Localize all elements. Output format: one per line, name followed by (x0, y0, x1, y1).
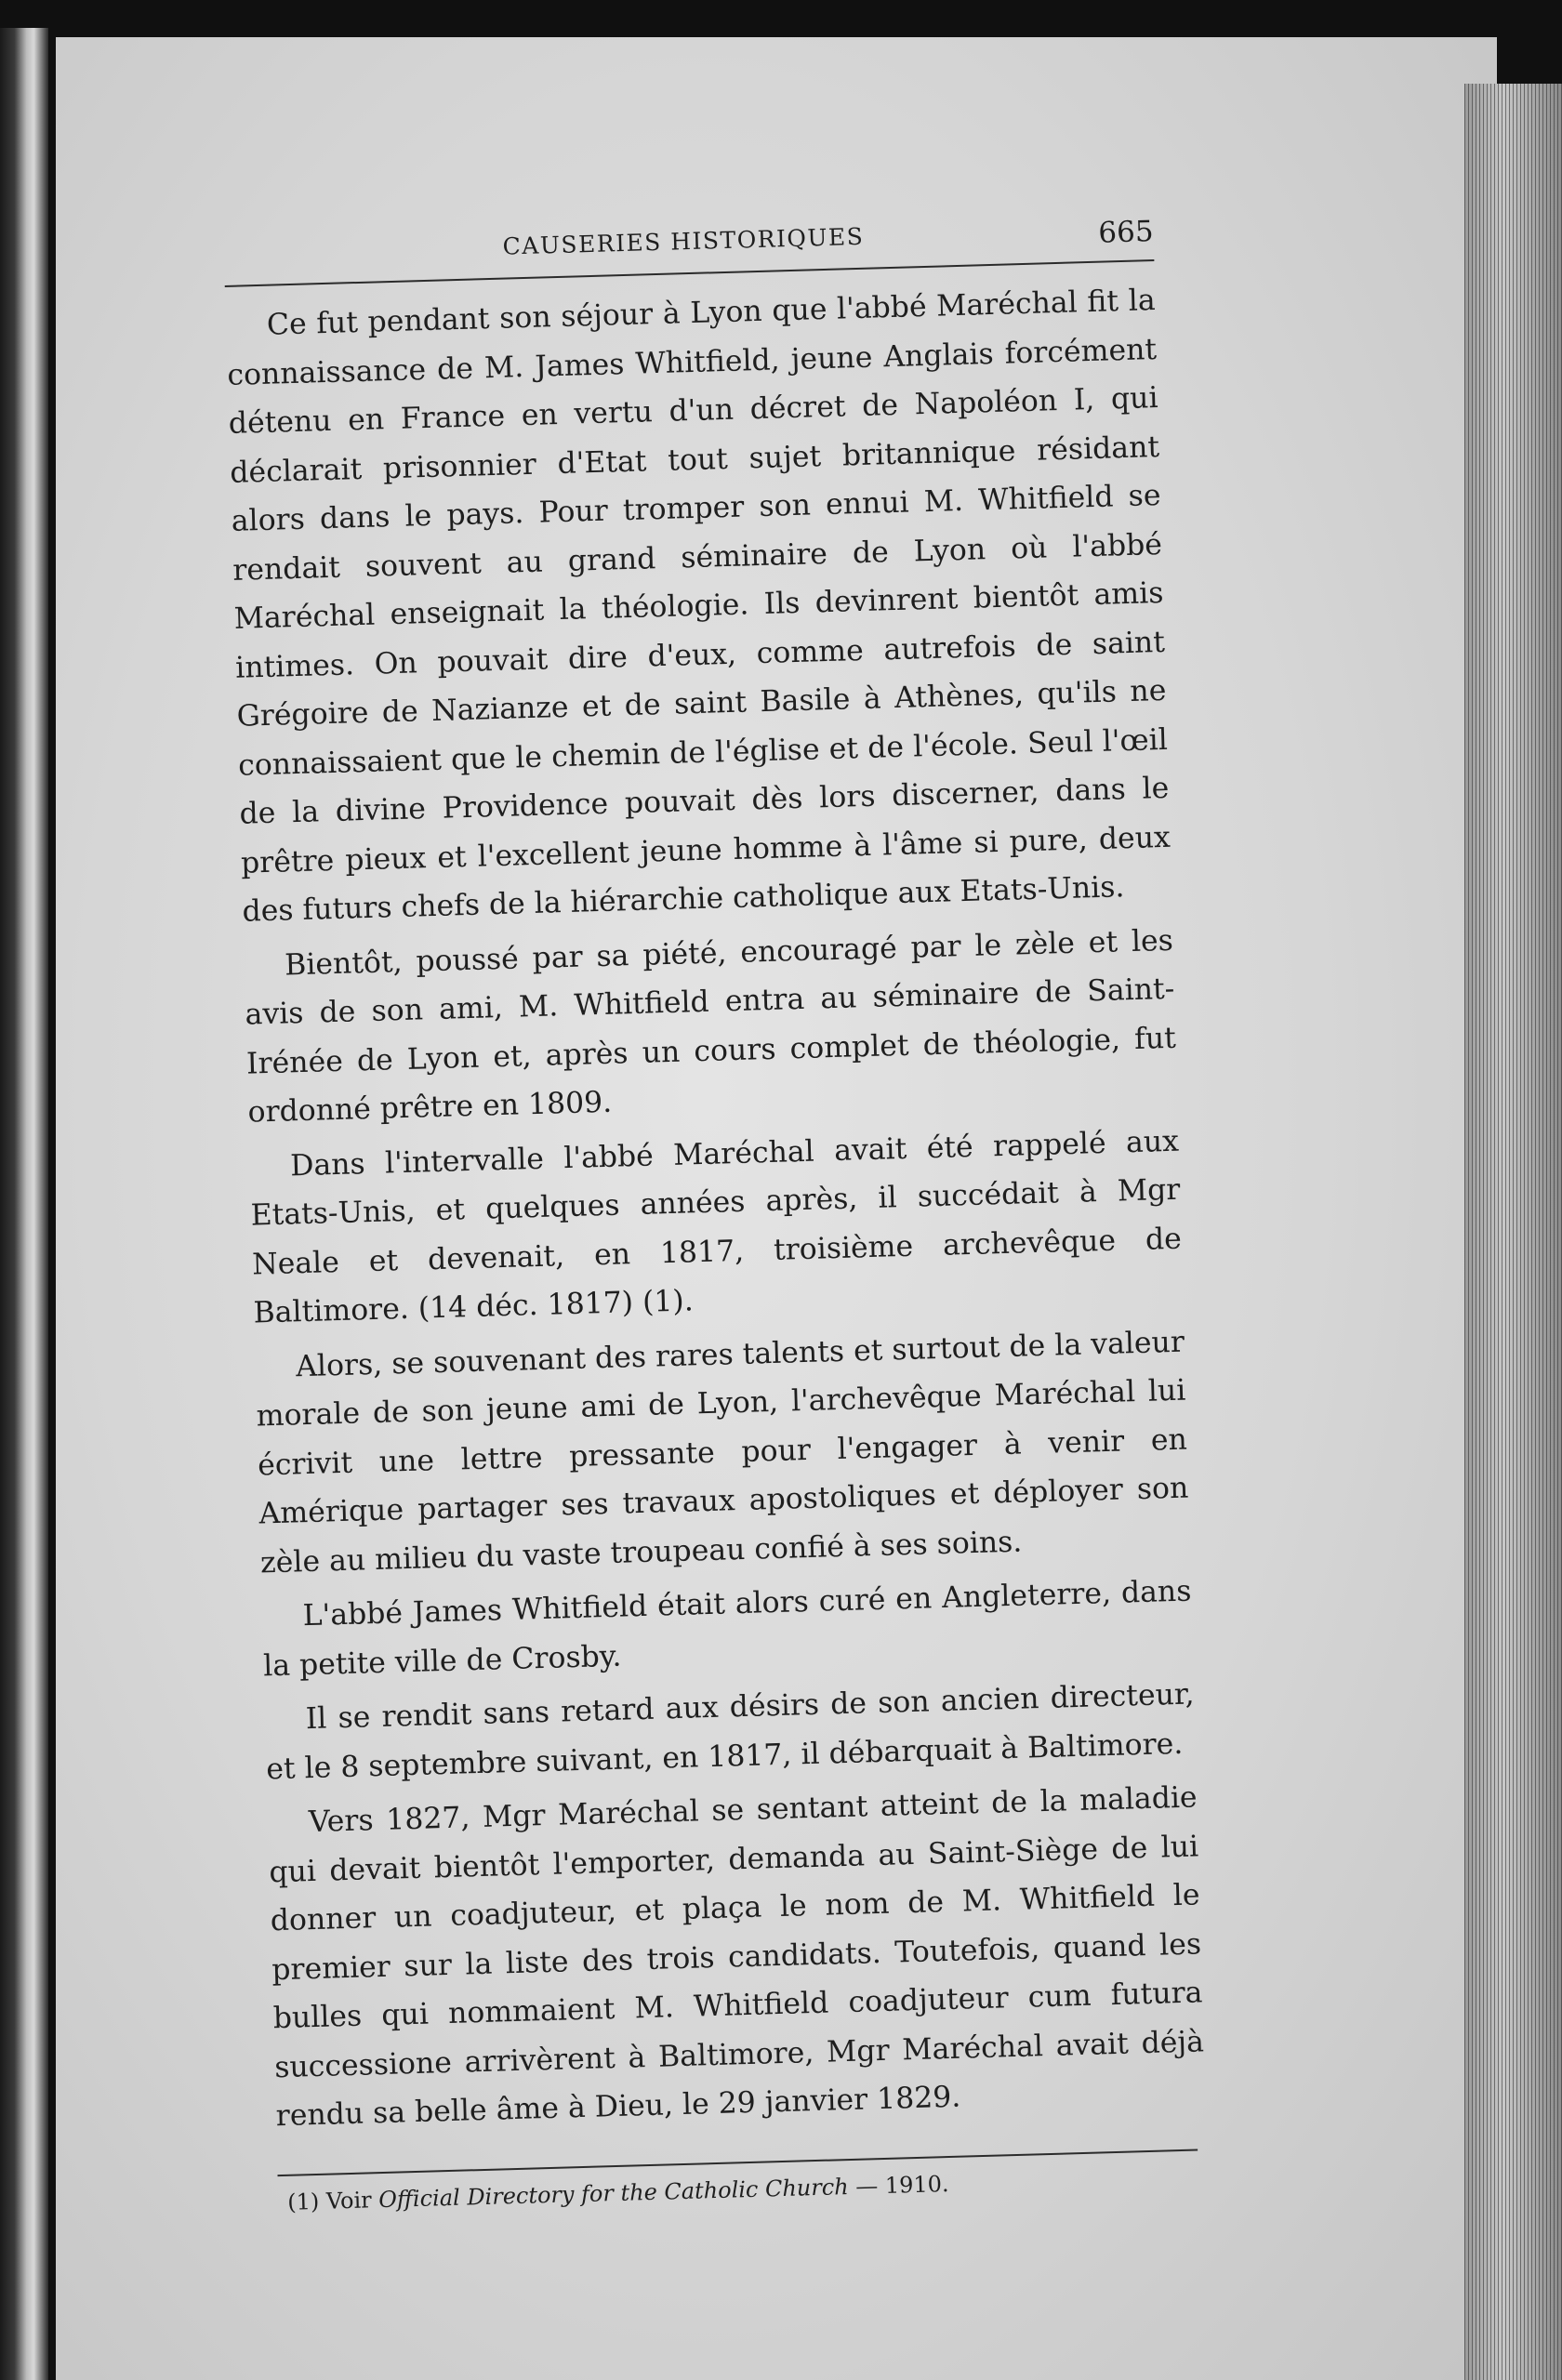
running-title: CAUSERIES HISTORIQUES (502, 222, 865, 260)
footnote-marker: (1) Voir (286, 2186, 373, 2215)
paragraph: Ce fut pendant son séjour à Lyon que l'abbé Maréchal fit la connaissance de M. James Whitfield, jeune Anglais forcément détenu en France en vertu d'un décret de Napoléon I, qui déclarait prisonnier d'Etat tout sujet britannique résidant alors dans le pays. Pour tromper son ennui M. Whitfield se rendait souvent au grand séminaire de Lyon où l'abbé Maréchal enseignait la théologie. Ils devinrent bientôt amis intimes. On pouvait dire d'eux, comme autrefois de saint Grégoire de Nazianze et de saint Basile à Athènes, qu'ils ne connaissaient que le chemin de l'église et de l'école. Seul l'œil de la divine Providence pouvait dès lors discerner, dans le prêtre pieux et l'excellent jeune homme à l'âme si pure, deux des futurs chefs de la hiérarchie catholique aux Etats-Unis. (226, 284, 1172, 929)
paragraph: Vers 1827, Mgr Maréchal se sentant atteint de la maladie qui devait bientôt l'emporter, demanda au Saint-Siège de lui donner un coadjuteur, et plaça le nom de M. Whitfield le premier sur la liste des trois candidats. Toutefois, quand les bulles qui nommaient M. Whitfield coadjuteur cum futura successione arrivèrent à Baltimore, Mgr Maréchal avait déjà rendu sa belle âme à Dieu, le 29 janvier 1829. (268, 1780, 1205, 2134)
page-number: 665 (1097, 215, 1155, 250)
body-text (225, 276, 1206, 2141)
footnote-title: Official Directory for the Catholic Church (377, 2173, 850, 2213)
paragraph: L'abbé James Whitfield était alors curé en Angleterre, dans la petite ville de Crosby. (262, 1574, 1192, 1683)
page-text-block (223, 202, 1208, 2215)
paragraph: Il se rendit sans retard aux désirs de son ancien directeur, et le 8 septembre suivant, en 1817, il débarquait à Baltimore. (265, 1677, 1195, 1786)
page-stack-edge (1464, 84, 1562, 2380)
paragraph: Alors, se souvenant des rares talents et surtout de la valeur morale de son jeune ami de Lyon, l'archevêque Maréchal lui écrivit une lettre pressante pour l'engager à venir en Amérique partager ses travaux apostoliques et déployer son zèle au milieu du vaste troupeau confié à ses soins. (256, 1325, 1189, 1580)
paragraph: Bientôt, poussé par sa piété, encouragé par le zèle et les avis de son ami, M. Whitfield entra au séminaire de Saint-Irénée de Lyon et, après un cours complet de théologie, fut ordonné prêtre en 1809. (245, 923, 1177, 1130)
facing-page-edge (0, 28, 48, 2380)
paragraph: Dans l'intervalle l'abbé Maréchal avait été rappelé aux Etats-Unis, et quelques années après, il succédait à Mgr Neale et devenait, en 1817, troisième archevêque de Baltimore. (14 déc. 1817) (1). (250, 1124, 1183, 1330)
footnote-year: — 1910. (854, 2170, 949, 2200)
